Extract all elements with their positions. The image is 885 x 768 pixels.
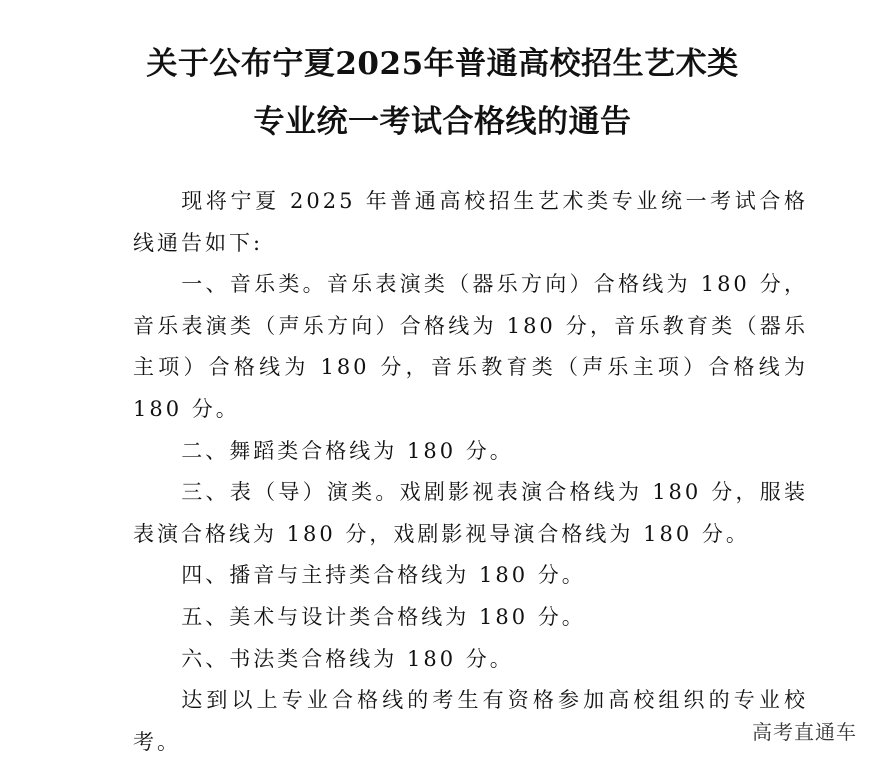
- notice-body: [133, 181, 808, 763]
- conclusion-paragraph: 达到以上专业合格线的考生有资格参加高校组织的专业校考。: [133, 688, 808, 754]
- broadcasting-paragraph: 四、播音与主持类合格线为 180 分。: [181, 563, 586, 588]
- dance-paragraph: 二、舞蹈类合格线为 180 分。: [181, 438, 514, 463]
- source-watermark: 高考直通车: [752, 720, 857, 744]
- music-paragraph: 一、音乐类。音乐表演类（器乐方向）合格线为 180 分，音乐表演类（声乐方向）合格线为 180 分，音乐教育类（器乐主项）合格线为 180 分，音乐教育类（声乐主项）合格线为 180 分。: [133, 272, 808, 421]
- performance-paragraph: 三、表（导）演类。戏剧影视表演合格线为 180 分，服装表演合格线为 180 分，戏剧影视导演合格线为 180 分。: [133, 480, 808, 546]
- calligraphy-paragraph: 六、书法类合格线为 180 分。: [181, 646, 514, 671]
- document-title-line-2: 专业统一考试合格线的通告: [253, 104, 632, 140]
- document-title-line-1: 关于公布宁夏2025年普通高校招生艺术类: [146, 46, 739, 82]
- art-design-paragraph: 五、美术与设计类合格线为 180 分。: [181, 604, 586, 629]
- intro-paragraph: 现将宁夏 2025 年普通高校招生艺术类专业统一考试合格线通告如下:: [133, 189, 808, 255]
